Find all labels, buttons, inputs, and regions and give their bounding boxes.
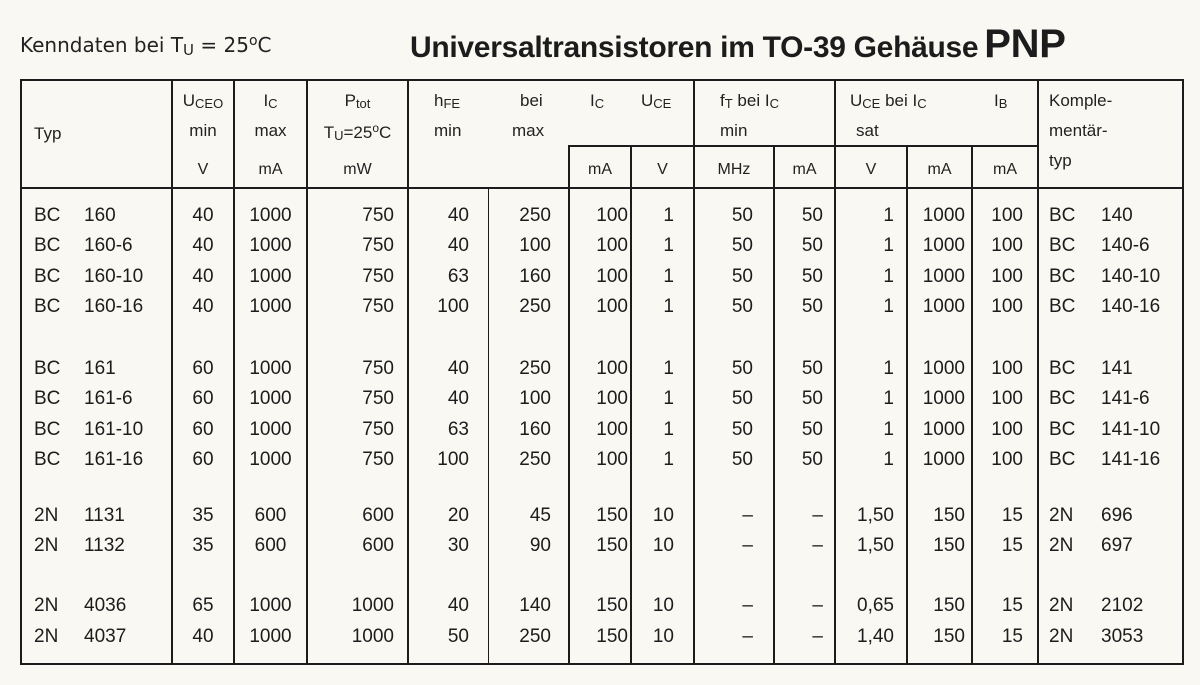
unit-uceo: V: [197, 161, 209, 178]
cell-sat-ic: 1000: [922, 296, 965, 317]
cell-uceo: 65: [192, 595, 214, 616]
cell-hfe-min: 40: [447, 235, 469, 256]
cell-hfe-max: 250: [519, 358, 551, 379]
cell-ptot: 750: [362, 235, 394, 256]
cell-ic2: 150: [596, 595, 628, 616]
cell-ic: 1000: [249, 296, 292, 317]
cell-hfe-max: 160: [519, 266, 551, 287]
cell-komp-a: 2N: [1049, 595, 1074, 616]
cell-ucesat: 1: [883, 235, 894, 256]
cell-uce: 10: [652, 626, 674, 647]
cell-typ-a: BC: [34, 388, 61, 409]
cell-ptot: 1000: [351, 595, 394, 616]
cell-komp-b: 140-10: [1101, 266, 1161, 287]
cell-ptot: 750: [362, 266, 394, 287]
unit-ic2: mA: [588, 161, 612, 178]
cell-typ-b: 161-10: [84, 419, 144, 440]
cell-ft-ic: 50: [801, 388, 823, 409]
cell-typ-b: 160-6: [84, 235, 133, 256]
cell-ft-ic: 50: [801, 296, 823, 317]
cell-komp-a: BC: [1049, 205, 1076, 226]
unit-ic: mA: [258, 161, 283, 178]
cell-typ-a: BC: [34, 235, 61, 256]
cell-ic: 1000: [249, 388, 292, 409]
cell-typ-a: 2N: [34, 595, 59, 616]
cell-komp-b: 3053: [1101, 626, 1144, 647]
cell-uceo: 40: [192, 626, 214, 647]
cell-typ-b: 1131: [84, 505, 125, 526]
cell-ic: 1000: [249, 419, 292, 440]
cell-hfe-max: 100: [519, 235, 551, 256]
cell-uce: 10: [652, 595, 674, 616]
unit-ucesat: V: [865, 161, 877, 178]
cell-ptot: 750: [362, 449, 394, 470]
table-border-top: [20, 79, 1184, 81]
cell-hfe-max: 250: [519, 626, 551, 647]
cell-komp-b: 141-6: [1101, 388, 1150, 409]
cell-sat-ic: 1000: [922, 419, 965, 440]
cell-hfe-min: 63: [447, 266, 469, 287]
table-border-right: [1182, 79, 1184, 665]
cell-uceo: 40: [192, 296, 214, 317]
cell-ucesat: 1,40: [857, 626, 894, 647]
cell-ib: 100: [991, 205, 1023, 226]
cell-komp-a: 2N: [1049, 626, 1074, 647]
cell-uce: 1: [663, 358, 674, 379]
header-hfe-min: min: [434, 121, 462, 140]
header-ic-max: max: [254, 121, 287, 140]
cell-ic2: 100: [596, 205, 628, 226]
cell-typ-b: 1132: [84, 535, 125, 556]
cell-ucesat: 0,65: [857, 595, 894, 616]
cell-sat-ic: 1000: [922, 205, 965, 226]
cell-komp-a: 2N: [1049, 535, 1074, 556]
col-line-ib: [1037, 79, 1039, 665]
header-ft: $f_T$ bei $I_C$: [720, 91, 779, 111]
header-ucesat-ib: $I_B$: [994, 91, 1008, 111]
cell-ft: –: [742, 505, 753, 526]
cell-ptot: 600: [362, 505, 394, 526]
cell-ft: 50: [731, 358, 753, 379]
unit-ft-ic: mA: [792, 161, 817, 178]
header-hfe-max: max: [512, 121, 545, 140]
table-border-left: [20, 79, 22, 665]
cell-sat-ic: 1000: [922, 235, 965, 256]
cell-uce: 1: [663, 449, 674, 470]
header-ic2: $I_C$: [590, 91, 605, 111]
table-border-bottom: [20, 663, 1184, 665]
cell-typ-b: 160-16: [84, 296, 144, 317]
cell-ic: 1000: [249, 595, 292, 616]
cell-komp-a: BC: [1049, 388, 1076, 409]
cell-ib: 15: [1001, 626, 1023, 647]
cell-ucesat: 1: [883, 388, 894, 409]
unit-row-divider-right: [694, 145, 1038, 147]
cell-ft-ic: 50: [801, 449, 823, 470]
cell-sat-ic: 150: [933, 535, 965, 556]
cell-sat-ic: 1000: [922, 388, 965, 409]
cell-ic2: 100: [596, 235, 628, 256]
cell-komp-a: BC: [1049, 296, 1076, 317]
conditions-subtitle: Kenndaten bei $T_U = 25^oC$: [20, 33, 272, 59]
cell-ptot: 750: [362, 205, 394, 226]
cell-ib: 100: [991, 419, 1023, 440]
cell-komp-a: BC: [1049, 266, 1076, 287]
header-ptot-cond: $T_U=25^oC$: [323, 121, 392, 143]
cell-komp-b: 140-6: [1101, 235, 1150, 256]
cell-uceo: 60: [192, 388, 214, 409]
cell-ft: 50: [731, 235, 753, 256]
cell-typ-a: BC: [34, 296, 61, 317]
cell-ft: 50: [731, 388, 753, 409]
cell-ucesat: 1: [883, 358, 894, 379]
cell-ib: 15: [1001, 535, 1023, 556]
cell-hfe-max: 90: [529, 535, 551, 556]
cell-ic: 600: [254, 505, 287, 526]
cell-ib: 100: [991, 449, 1023, 470]
cell-komp-b: 2102: [1101, 595, 1144, 616]
cell-ic2: 100: [596, 419, 628, 440]
header-ft-min: min: [720, 121, 748, 140]
cell-ucesat: 1,50: [857, 505, 894, 526]
cell-ib: 100: [991, 358, 1023, 379]
cell-typ-b: 161-6: [84, 388, 133, 409]
cell-ic2: 100: [596, 296, 628, 317]
cell-ptot: 1000: [351, 626, 394, 647]
cell-uce: 1: [663, 205, 674, 226]
cell-komp-a: BC: [1049, 419, 1076, 440]
cell-ic: 1000: [249, 449, 292, 470]
cell-sat-ic: 150: [933, 595, 965, 616]
cell-ucesat: 1: [883, 419, 894, 440]
cell-ft: –: [742, 535, 753, 556]
cell-ic: 600: [254, 535, 287, 556]
unit-ptot: mW: [343, 161, 372, 178]
cell-ft-ic: 50: [801, 235, 823, 256]
header-komp-2: mentär-: [1049, 121, 1108, 140]
unit-ib: mA: [993, 161, 1017, 178]
header-ucesat-sat: sat: [856, 121, 879, 140]
cell-sat-ic: 1000: [922, 266, 965, 287]
cell-uce: 10: [652, 505, 674, 526]
cell-uce: 1: [663, 419, 674, 440]
cell-uce: 10: [652, 535, 674, 556]
cell-hfe-max: 45: [529, 505, 551, 526]
cell-ptot: 750: [362, 388, 394, 409]
header-hfe-bei: bei: [520, 91, 543, 110]
header-divider: [20, 187, 1184, 189]
cell-komp-a: BC: [1049, 358, 1076, 379]
cell-ft: –: [742, 595, 753, 616]
cell-ib: 100: [991, 235, 1023, 256]
cell-ic2: 100: [596, 358, 628, 379]
cell-hfe-min: 30: [447, 535, 469, 556]
cell-sat-ic: 150: [933, 626, 965, 647]
cell-hfe-min: 100: [437, 449, 469, 470]
cell-uceo: 40: [192, 235, 214, 256]
header-komp-3: typ: [1049, 151, 1072, 170]
cell-uceo: 60: [192, 449, 214, 470]
cell-ft: –: [742, 626, 753, 647]
cell-ic: 1000: [249, 266, 292, 287]
cell-ic2: 150: [596, 535, 628, 556]
cell-typ-a: BC: [34, 205, 61, 226]
cell-hfe-min: 40: [447, 205, 469, 226]
cell-komp-a: BC: [1049, 449, 1076, 470]
cell-ft-ic: –: [812, 505, 823, 526]
cell-ucesat: 1: [883, 296, 894, 317]
cell-typ-a: 2N: [34, 535, 59, 556]
cell-ft: 50: [731, 449, 753, 470]
cell-typ-a: BC: [34, 419, 61, 440]
cell-ft-ic: 50: [801, 419, 823, 440]
cell-ib: 15: [1001, 595, 1023, 616]
cell-komp-b: 141: [1101, 358, 1133, 379]
cell-ptot: 750: [362, 358, 394, 379]
cell-uce: 1: [663, 388, 674, 409]
cell-komp-b: 140: [1101, 205, 1133, 226]
header-hfe: $h_{FE}$: [434, 91, 461, 111]
cell-komp-b: 697: [1101, 535, 1133, 556]
cell-komp-a: 2N: [1049, 505, 1074, 526]
cell-ic2: 100: [596, 449, 628, 470]
cell-hfe-min: 63: [447, 419, 469, 440]
cell-ic2: 100: [596, 266, 628, 287]
cell-uceo: 35: [192, 535, 214, 556]
cell-uceo: 40: [192, 205, 214, 226]
cell-typ-a: BC: [34, 266, 61, 287]
cell-hfe-min: 40: [447, 388, 469, 409]
cell-ft-ic: –: [812, 595, 823, 616]
cell-ft: 50: [731, 419, 753, 440]
cell-komp-b: 141-10: [1101, 419, 1161, 440]
cell-hfe-min: 50: [447, 626, 469, 647]
cell-ic: 1000: [249, 205, 292, 226]
cell-uce: 1: [663, 235, 674, 256]
cell-ic2: 150: [596, 626, 628, 647]
cell-ft-ic: 50: [801, 266, 823, 287]
unit-uce: V: [657, 161, 668, 178]
cell-uceo: 40: [192, 266, 214, 287]
cell-ft-ic: 50: [801, 358, 823, 379]
cell-ptot: 600: [362, 535, 394, 556]
cell-ic: 1000: [249, 358, 292, 379]
cell-hfe-max: 100: [519, 388, 551, 409]
cell-komp-a: BC: [1049, 235, 1076, 256]
cell-hfe-max: 250: [519, 449, 551, 470]
cell-uceo: 35: [192, 505, 214, 526]
cell-ucesat: 1: [883, 449, 894, 470]
cell-uceo: 60: [192, 419, 214, 440]
cell-typ-b: 4036: [84, 595, 127, 616]
cell-ic: 1000: [249, 626, 292, 647]
cell-sat-ic: 150: [933, 505, 965, 526]
cell-komp-b: 140-16: [1101, 296, 1161, 317]
cell-sat-ic: 1000: [922, 449, 965, 470]
cell-ic: 1000: [249, 235, 292, 256]
cell-ib: 15: [1001, 505, 1023, 526]
cell-ic2: 100: [596, 388, 628, 409]
cell-typ-a: BC: [34, 449, 61, 470]
cell-typ-a: BC: [34, 358, 61, 379]
header-ucesat: $U_{CE}$ bei $I_C$: [850, 91, 927, 111]
cell-hfe-max: 250: [519, 296, 551, 317]
cell-hfe-min: 40: [447, 595, 469, 616]
cell-komp-b: 696: [1101, 505, 1133, 526]
cell-ucesat: 1: [883, 266, 894, 287]
cell-komp-b: 141-16: [1101, 449, 1161, 470]
header-uceo: $U_{CEO}$: [182, 91, 224, 111]
cell-typ-a: 2N: [34, 626, 59, 647]
header-ic: $I_C$: [263, 91, 278, 111]
cell-sat-ic: 1000: [922, 358, 965, 379]
cell-uce: 1: [663, 266, 674, 287]
cell-typ-b: 160-10: [84, 266, 144, 287]
unit-ft: MHz: [717, 161, 751, 178]
cell-typ-b: 161: [84, 358, 116, 379]
cell-uce: 1: [663, 296, 674, 317]
cell-ft-ic: 50: [801, 205, 823, 226]
cell-hfe-max: 160: [519, 419, 551, 440]
cell-ft: 50: [731, 205, 753, 226]
unit-sat-ic: mA: [927, 161, 952, 178]
cell-hfe-min: 40: [447, 358, 469, 379]
cell-ptot: 750: [362, 296, 394, 317]
cell-ft: 50: [731, 266, 753, 287]
cell-ib: 100: [991, 388, 1023, 409]
cell-typ-a: 2N: [34, 505, 59, 526]
cell-ft: 50: [731, 296, 753, 317]
cell-hfe-max: 250: [519, 205, 551, 226]
polarity-label: PNP: [984, 22, 1066, 66]
cell-hfe-min: 100: [437, 296, 469, 317]
cell-ft-ic: –: [812, 535, 823, 556]
cell-typ-b: 161-16: [84, 449, 144, 470]
cell-ucesat: 1,50: [857, 535, 894, 556]
page-title: Universaltransistoren im TO-39 Gehäuse PNP: [410, 22, 1066, 66]
cell-hfe-min: 20: [447, 505, 469, 526]
cell-typ-b: 160: [84, 205, 116, 226]
cell-ib: 100: [991, 266, 1023, 287]
cell-ic2: 150: [596, 505, 628, 526]
header-komp-1: Komple-: [1049, 91, 1113, 110]
cell-typ-b: 4037: [84, 626, 127, 647]
header-typ: Typ: [34, 124, 62, 143]
cell-ib: 100: [991, 296, 1023, 317]
cell-uceo: 60: [192, 358, 214, 379]
cell-hfe-max: 140: [519, 595, 551, 616]
header-ptot: $P_{tot}$: [344, 91, 371, 111]
cell-ft-ic: –: [812, 626, 823, 647]
cell-ucesat: 1: [883, 205, 894, 226]
cell-ptot: 750: [362, 419, 394, 440]
header-uce: $U_{CE}$: [641, 91, 672, 111]
header-uceo-min: min: [189, 121, 217, 140]
